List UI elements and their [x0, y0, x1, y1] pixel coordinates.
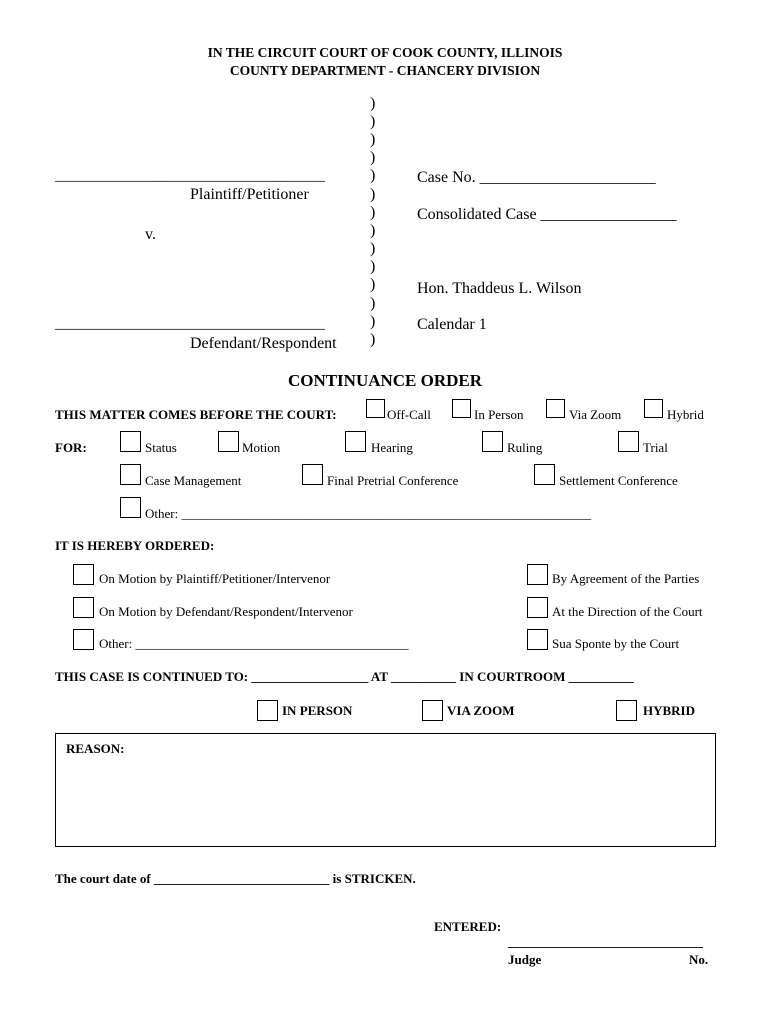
paren: ): [370, 113, 376, 130]
ruling-label: Ruling: [507, 440, 543, 455]
for-label: FOR:: [55, 440, 87, 455]
entered-label: ENTERED:: [434, 919, 502, 934]
trial-label: Trial: [643, 440, 668, 455]
hearing-label: Hearing: [371, 440, 413, 455]
other-purpose-checkbox[interactable]: [120, 497, 141, 518]
paren: ): [370, 313, 376, 330]
motion-defendant-label: On Motion by Defendant/Respondent/Intervenor: [99, 604, 353, 619]
final-pretrial-checkbox[interactable]: [302, 464, 323, 485]
via-zoom-mode-checkbox[interactable]: [422, 700, 443, 721]
continued-to-field[interactable]: THIS CASE IS CONTINUED TO: __________________ AT __________ IN COURTROOM __________: [55, 669, 634, 684]
via-zoom-checkbox[interactable]: [546, 399, 565, 418]
stricken-field[interactable]: The court date of ___________________________ is STRICKEN.: [55, 871, 416, 886]
paren: ): [370, 276, 376, 293]
motion-checkbox[interactable]: [218, 431, 239, 452]
paren: ): [370, 258, 376, 275]
court-name: IN THE CIRCUIT COURT OF COOK COUNTY, ILLINOIS: [207, 45, 563, 60]
in-person-label: In Person: [474, 407, 524, 422]
plaintiff-name-line[interactable]: ____________________________________: [55, 168, 325, 184]
agreement-label: By Agreement of the Parties: [552, 571, 700, 586]
via-zoom-mode-label: VIA ZOOM: [447, 703, 515, 718]
reason-box[interactable]: [55, 733, 716, 847]
judge-number-label: No.: [689, 952, 709, 967]
in-person-checkbox[interactable]: [452, 399, 471, 418]
motion-plaintiff-label: On Motion by Plaintiff/Petitioner/Intervenor: [99, 571, 331, 586]
final-pretrial-label: Final Pretrial Conference: [327, 473, 459, 488]
in-person-mode-checkbox[interactable]: [257, 700, 278, 721]
defendant-label: Defendant/Respondent: [190, 335, 337, 352]
hybrid-mode-label: HYBRID: [643, 703, 696, 718]
paren: ): [370, 331, 376, 348]
hearing-checkbox[interactable]: [345, 431, 366, 452]
judge-label: Judge: [508, 952, 542, 967]
via-zoom-label: Via Zoom: [569, 407, 622, 422]
case-management-label: Case Management: [145, 473, 242, 488]
case-management-checkbox[interactable]: [120, 464, 141, 485]
direction-court-checkbox[interactable]: [527, 597, 548, 618]
paren: ): [370, 240, 376, 257]
in-person-mode-label: IN PERSON: [282, 703, 353, 718]
sua-sponte-label: Sua Sponte by the Court: [552, 636, 680, 651]
other-purpose-field[interactable]: Other: _______________________________________________________________: [145, 506, 591, 521]
direction-court-label: At the Direction of the Court: [552, 604, 703, 619]
ruling-checkbox[interactable]: [482, 431, 503, 452]
case-number-field[interactable]: Case No. ______________________: [417, 169, 656, 186]
consolidated-case-field[interactable]: Consolidated Case _________________: [417, 206, 677, 223]
judge-signature-line[interactable]: ______________________________: [508, 934, 703, 949]
agreement-checkbox[interactable]: [527, 564, 548, 585]
paren: ): [370, 222, 376, 239]
paren: ): [370, 131, 376, 148]
hybrid-mode-checkbox[interactable]: [616, 700, 637, 721]
paren: ): [370, 149, 376, 166]
settlement-conference-label: Settlement Conference: [559, 473, 678, 488]
ordered-other-checkbox[interactable]: [73, 629, 94, 650]
ordered-label: IT IS HEREBY ORDERED:: [55, 538, 215, 553]
motion-label: Motion: [242, 440, 281, 455]
paren: ): [370, 204, 376, 221]
page-title: CONTINUANCE ORDER: [287, 371, 483, 390]
calendar-label: Calendar 1: [417, 316, 487, 333]
trial-checkbox[interactable]: [618, 431, 639, 452]
status-label: Status: [145, 440, 177, 455]
off-call-checkbox[interactable]: [366, 399, 385, 418]
judge-name: Hon. Thaddeus L. Wilson: [417, 280, 582, 297]
sua-sponte-checkbox[interactable]: [527, 629, 548, 650]
paren: ): [370, 186, 376, 203]
before-court-label: THIS MATTER COMES BEFORE THE COURT:: [55, 407, 337, 422]
motion-plaintiff-checkbox[interactable]: [73, 564, 94, 585]
paren: ): [370, 295, 376, 312]
hybrid-label: Hybrid: [667, 407, 704, 422]
ordered-other-field[interactable]: Other: __________________________________________: [99, 636, 409, 651]
division-name: COUNTY DEPARTMENT - CHANCERY DIVISION: [229, 63, 541, 78]
paren: ): [370, 95, 376, 112]
motion-defendant-checkbox[interactable]: [73, 597, 94, 618]
defendant-name-line[interactable]: ____________________________________: [55, 316, 325, 332]
status-checkbox[interactable]: [120, 431, 141, 452]
versus-label: v.: [145, 226, 156, 243]
reason-label: REASON:: [66, 741, 125, 756]
hybrid-checkbox[interactable]: [644, 399, 663, 418]
plaintiff-label: Plaintiff/Petitioner: [190, 186, 309, 203]
off-call-label: Off-Call: [387, 407, 431, 422]
paren: ): [370, 167, 376, 184]
settlement-conference-checkbox[interactable]: [534, 464, 555, 485]
